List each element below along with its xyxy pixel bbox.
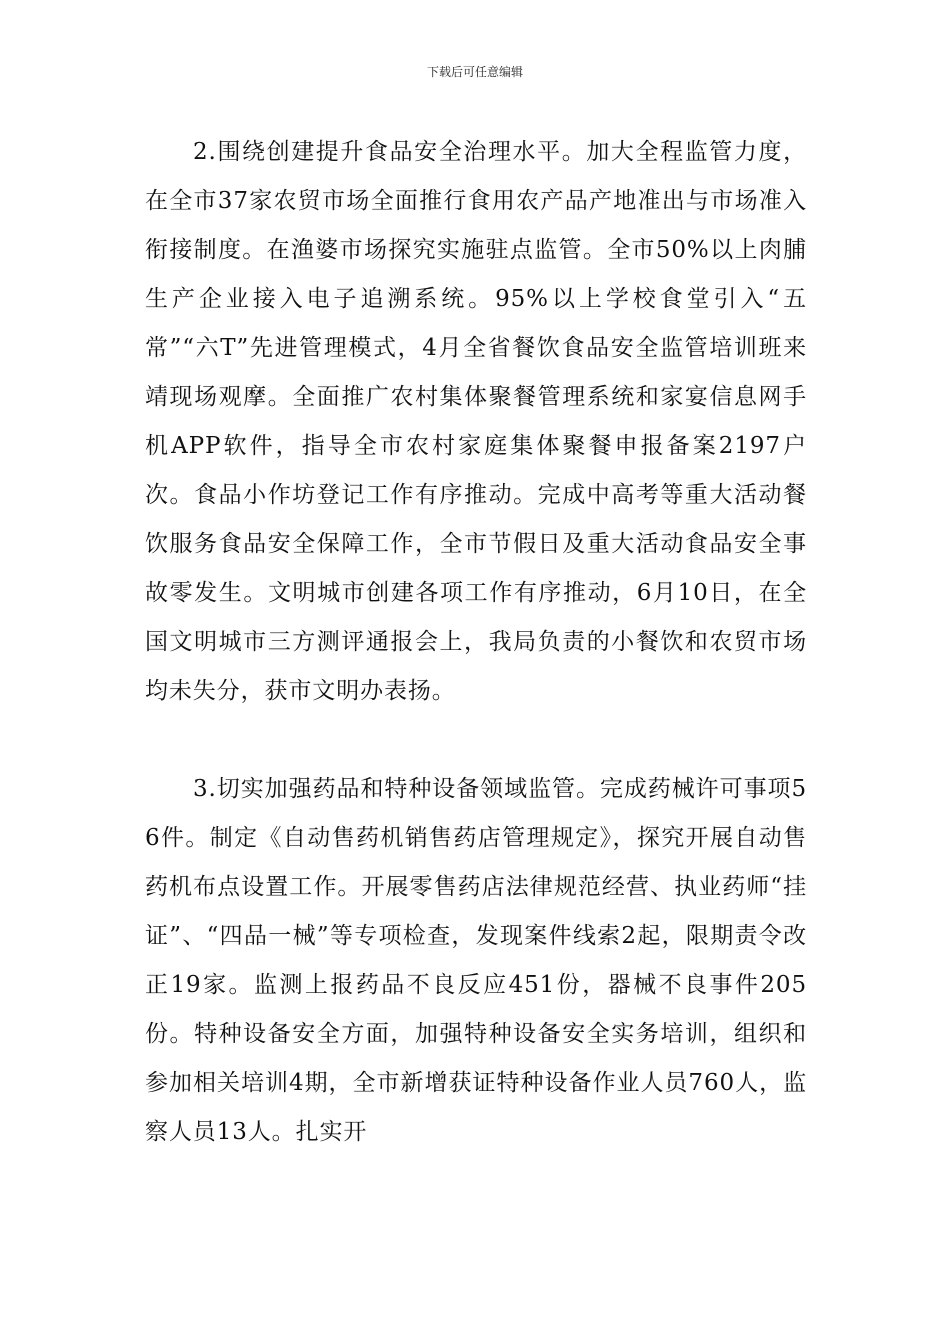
page-header: 下载后可任意编辑	[426, 65, 523, 79]
paragraph-food-safety: 2.围绕创建提升食品安全治理水平。加大全程监管力度，在全市37家农贸市场全面推行食用农产品产地准出与市场准入衔接制度。在渔婆市场探究实施驻点监管。全市50%以上肉脯生产企业接入电子追溯系统。95%以上学校食堂引入“五常”“六T”先进管理模式，4月全省餐饮食品安全监管培训班来靖现场观摩。全面推广农村集体聚餐管理系统和家宴信息网手机APP软件，指导全市农村家庭集体聚餐申报备案2197户次。食品小作坊登记工作有序推动。完成中高考等重大活动餐饮服务食品安全保障工作，全市节假日及重大活动食品安全事故零发生。文明城市创建各项工作有序推动，6月10日，在全国文明城市三方测评通报会上，我局负责的小餐饮和农贸市场均未失分，获市文明办表扬。	[145, 139, 807, 704]
paragraph-drug-equipment: 3.切实加强药品和特种设备领域监管。完成药械许可事项56件。制定《自动售药机销售药店管理规定》，探究开展自动售药机布点设置工作。开展零售药店法律规范经营、执业药师“挂证”、“四品一械”等专项检查，发现案件线索2起，限期责令改正19家。监测上报药品不良反应451份，器械不良事件205份。特种设备安全方面，加强特种设备安全实务培训，组织和参加相关培训4期，全市新增获证特种设备作业人员760人，监察人员13人。扎实开	[145, 776, 807, 1145]
document-body	[145, 128, 807, 1157]
